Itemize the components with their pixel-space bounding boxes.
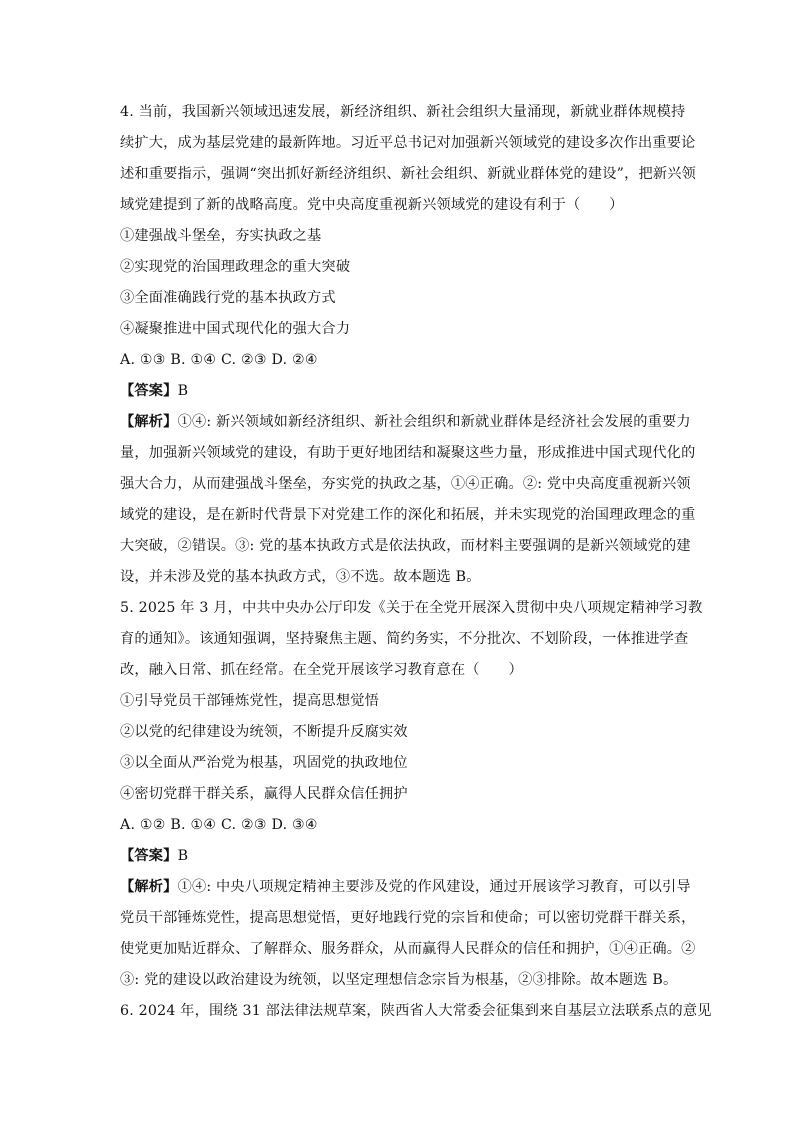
analysis-line: 量，加强新兴领域党的建设，有助于更好地团结和凝聚这些力量，形成推进中国式现代化的 [120, 445, 696, 461]
question-5-option-3: ③以全面从严治党为根基，巩固党的执政地位 [120, 755, 408, 771]
question-4 [120, 97, 697, 593]
question-5-stem-line: 5. 2025 年 3 月，中共中央办公厅印发《关于在全党开展深入贯彻中央八项规定精神学习教 [120, 600, 703, 616]
question-5-stem [120, 593, 703, 686]
question-4-stem-line: 续扩大，成为基层党建的最新阵地。习近平总书记对加强新兴领域党的建设多次作出重要论 [120, 135, 696, 151]
analysis-line: 强大合力，从而建强战斗堡垒，夯实党的执政之基，①④正确。②: 党中央高度重视新兴领 [120, 476, 691, 492]
analysis-line: 使党更加贴近群众、了解群众、服务群众，从而赢得人民群众的信任和拥护，①④正确。② [120, 941, 696, 957]
analysis-line [120, 872, 691, 903]
question-4-answer [120, 376, 680, 407]
question-4-option-3: ③全面准确践行党的基本执政方式 [120, 290, 336, 306]
question-4-choices: A. ①③ B. ①④ C. ②③ D. ②④ [120, 352, 318, 368]
analysis-line: ③: 党的建设以政治建设为统领，以坚定理想信念宗旨为根基，②③排除。故本题选 B。 [120, 972, 678, 988]
question-5-stem-line: 改，融入日常、抓在经常。在全党开展该学习教育意在（ ） [120, 662, 523, 678]
question-5-option-2: ②以党的纪律建设为统领，不断提升反腐实效 [120, 724, 408, 740]
question-4-stem [120, 97, 697, 221]
question-6-stem [120, 996, 712, 1027]
analysis-label: 【解析】 [120, 414, 178, 430]
question-4-option-2: ②实现党的治国理政理念的重大突破 [120, 259, 351, 275]
analysis-line: 域党的建设，是在新时代背景下对党建工作的深化和拓展，并未实现党的治国理政理念的重 [120, 507, 696, 523]
question-6-stem-line: 6. 2024 年，围绕 31 部法律法规草案，陕西省人大常委会征集到来自基层立法联系点的意见 [120, 1003, 712, 1019]
answer-value: B [177, 383, 189, 399]
analysis-label: 【解析】 [120, 879, 178, 895]
analysis-line: 设，并未涉及党的基本执政方式，③不选。故本题选 B。 [120, 569, 481, 585]
question-4-option-4: ④凝聚推进中国式现代化的强大合力 [120, 321, 351, 337]
analysis-line: 党员干部锤炼党性，提高思想觉悟，更好地践行党的宗旨和使命；可以密切党群干群关系， [120, 910, 696, 926]
question-6 [120, 996, 712, 1027]
question-5-analysis [120, 872, 696, 996]
question-4-option-1: ①建强战斗堡垒，夯实执政之基 [120, 228, 322, 244]
answer-value: B [177, 848, 189, 864]
question-5-choices: A. ①② B. ①④ C. ②③ D. ③④ [120, 817, 318, 833]
question-5-option-4: ④密切党群干群关系，赢得人民群众信任拥护 [120, 786, 408, 802]
document-content [120, 97, 712, 1027]
question-4-stem-line: 4. 当前，我国新兴领域迅速发展，新经济组织、新社会组织大量涌现，新就业群体规模持 [120, 104, 686, 120]
answer-label: 【答案】 [120, 848, 178, 864]
analysis-line [120, 407, 691, 438]
analysis-line: 大突破，②错误。③: 党的基本执政方式是依法执政，而材料主要强调的是新兴领域党的建 [120, 538, 691, 554]
question-5 [120, 593, 703, 996]
question-5-answer [120, 841, 680, 872]
answer-label: 【答案】 [120, 383, 178, 399]
question-4-stem-line: 述和重要指示，强调“突出抓好新经济组织、新社会组织、新就业群体党的建设”，把新兴领 [120, 166, 697, 182]
question-5-stem-line: 育的通知》。该通知强调，坚持聚焦主题、简约务实，不分批次、不划阶段，一体推进学查 [120, 631, 689, 647]
question-4-stem-line: 域党建提到了新的战略高度。党中央高度重视新兴领域党的建设有利于（ ） [120, 197, 624, 213]
analysis-text: ①④: 中央八项规定精神主要涉及党的作风建设，通过开展该学习教育，可以引导 [177, 879, 691, 895]
question-4-analysis [120, 407, 696, 593]
analysis-text: ①④: 新兴领域如新经济组织、新社会组织和新就业群体是经济社会发展的重要力 [177, 414, 691, 430]
question-5-option-1: ①引导党员干部锤炼党性，提高思想觉悟 [120, 693, 379, 709]
